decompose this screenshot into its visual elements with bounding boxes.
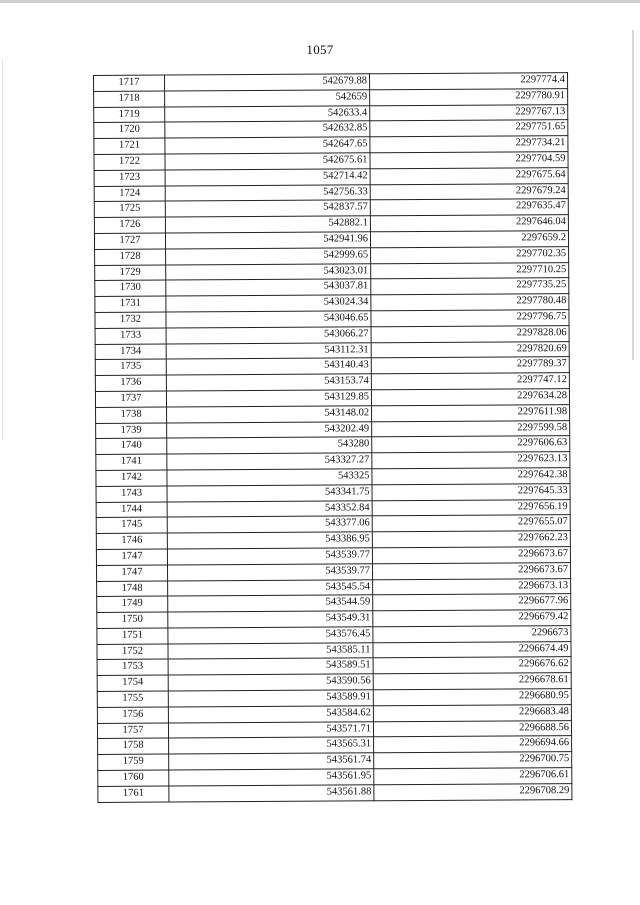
point-id-cell: 1729	[95, 265, 166, 281]
x-coordinate-cell: 543561.95	[169, 769, 374, 786]
point-id-cell: 1751	[97, 628, 168, 644]
y-coordinate-cell: 2297623.13	[372, 452, 570, 469]
x-coordinate-cell: 542632.85	[165, 121, 370, 138]
point-id-cell: 1749	[97, 596, 168, 612]
x-coordinate-cell: 543327.27	[167, 453, 372, 470]
x-coordinate-cell: 542999.65	[166, 248, 371, 265]
y-coordinate-cell: 2297655.07	[372, 515, 570, 532]
point-id-cell: 1722	[94, 154, 165, 170]
point-id-cell: 1757	[97, 723, 168, 739]
table-row	[98, 783, 572, 802]
y-coordinate-cell: 2297780.48	[371, 294, 569, 311]
point-id-cell: 1755	[97, 691, 168, 707]
point-id-cell: 1720	[94, 122, 165, 138]
x-coordinate-cell: 543549.31	[168, 611, 373, 628]
y-coordinate-cell: 2297642.38	[372, 468, 570, 485]
x-coordinate-cell: 543023.01	[166, 263, 371, 280]
x-coordinate-cell: 543545.54	[168, 579, 373, 596]
point-id-cell: 1753	[97, 660, 168, 676]
y-coordinate-cell: 2297774.4	[369, 73, 567, 90]
point-id-cell: 1737	[95, 391, 166, 407]
y-coordinate-cell: 2296679.42	[373, 610, 571, 627]
point-id-cell: 1733	[95, 328, 166, 344]
y-coordinate-cell: 2297656.19	[372, 499, 570, 516]
y-coordinate-cell: 2297645.33	[372, 483, 570, 500]
x-coordinate-cell: 543325	[167, 469, 372, 486]
y-coordinate-cell: 2296673.67	[372, 546, 570, 563]
point-id-cell: 1731	[95, 296, 166, 312]
y-coordinate-cell: 2296674.49	[373, 641, 571, 658]
y-coordinate-cell: 2297780.91	[370, 88, 568, 105]
x-coordinate-cell: 543576.45	[168, 627, 373, 644]
y-coordinate-cell: 2297606.63	[372, 436, 570, 453]
y-coordinate-cell: 2296706.61	[374, 768, 572, 785]
y-coordinate-cell: 2297704.59	[370, 152, 568, 169]
point-id-cell: 1752	[97, 644, 168, 660]
y-coordinate-cell: 2297662.23	[372, 531, 570, 548]
point-id-cell: 1728	[95, 249, 166, 265]
y-coordinate-cell: 2297635.47	[370, 199, 568, 216]
x-coordinate-cell: 542675.61	[165, 153, 370, 170]
point-id-cell: 1744	[96, 502, 167, 518]
x-coordinate-cell: 543112.31	[166, 342, 371, 359]
point-id-cell: 1732	[95, 312, 166, 328]
point-id-cell: 1761	[98, 786, 169, 802]
point-id-cell: 1719	[94, 107, 165, 123]
y-coordinate-cell: 2297702.35	[371, 246, 569, 263]
x-coordinate-cell: 542633.4	[165, 105, 370, 122]
y-coordinate-cell: 2297789.37	[371, 357, 569, 374]
y-coordinate-cell: 2297747.12	[371, 373, 569, 390]
point-id-cell: 1745	[96, 517, 167, 533]
x-coordinate-cell: 543584.62	[168, 706, 373, 723]
x-coordinate-cell: 543571.71	[168, 721, 373, 738]
y-coordinate-cell: 2296700.75	[374, 752, 572, 769]
page-number: 1057	[306, 42, 334, 57]
point-id-cell: 1754	[97, 675, 168, 691]
x-coordinate-cell: 542882.1	[165, 216, 370, 233]
x-coordinate-cell: 543565.31	[169, 737, 374, 754]
scan-border-left	[2, 60, 3, 440]
point-id-cell: 1743	[96, 486, 167, 502]
y-coordinate-cell: 2296683.48	[373, 704, 571, 721]
point-id-cell: 1742	[96, 470, 167, 486]
x-coordinate-cell: 543024.34	[166, 295, 371, 312]
y-coordinate-cell: 2297767.13	[370, 104, 568, 121]
x-coordinate-cell: 543386.95	[167, 532, 372, 549]
point-id-cell: 1740	[96, 438, 167, 454]
point-id-cell: 1741	[96, 454, 167, 470]
point-id-cell: 1760	[98, 770, 169, 786]
x-coordinate-cell: 543539.77	[167, 548, 372, 565]
y-coordinate-cell: 2297675.64	[370, 167, 568, 184]
x-coordinate-cell: 543589.51	[168, 658, 373, 675]
x-coordinate-cell: 542659	[165, 90, 370, 107]
y-coordinate-cell: 2297634.28	[371, 389, 569, 406]
point-id-cell: 1725	[94, 201, 165, 217]
point-id-cell: 1747	[96, 565, 167, 581]
x-coordinate-cell: 542837.57	[165, 200, 370, 217]
x-coordinate-cell: 543544.59	[168, 595, 373, 612]
x-coordinate-cell: 543046.65	[166, 311, 371, 328]
coordinate-table	[93, 72, 572, 803]
x-coordinate-cell: 543066.27	[166, 327, 371, 344]
point-id-cell: 1746	[96, 533, 167, 549]
y-coordinate-cell: 2297734.21	[370, 136, 568, 153]
point-id-cell: 1723	[94, 170, 165, 186]
x-coordinate-cell: 543377.06	[167, 516, 372, 533]
x-coordinate-cell: 543280	[167, 437, 372, 454]
point-id-cell: 1739	[96, 423, 167, 439]
y-coordinate-cell: 2296688.56	[373, 720, 571, 737]
y-coordinate-cell: 2297735.25	[371, 278, 569, 295]
y-coordinate-cell: 2296673.13	[373, 578, 571, 595]
x-coordinate-cell: 543129.85	[166, 390, 371, 407]
x-coordinate-cell: 543585.11	[168, 642, 373, 659]
scan-border-top	[0, 0, 640, 3]
y-coordinate-cell: 2296680.95	[373, 689, 571, 706]
x-coordinate-cell: 543539.77	[167, 564, 372, 581]
point-id-cell: 1756	[97, 707, 168, 723]
y-coordinate-cell: 2296677.96	[373, 594, 571, 611]
point-id-cell: 1738	[96, 407, 167, 423]
y-coordinate-cell: 2297820.69	[371, 341, 569, 358]
x-coordinate-cell: 543202.49	[167, 421, 372, 438]
coordinate-table-body	[94, 73, 572, 803]
scan-border-right	[632, 30, 634, 360]
y-coordinate-cell: 2296676.62	[373, 657, 571, 674]
x-coordinate-cell: 543561.74	[169, 753, 374, 770]
point-id-cell: 1748	[97, 581, 168, 597]
x-coordinate-cell: 542941.96	[165, 232, 370, 249]
point-id-cell: 1734	[95, 344, 166, 360]
point-id-cell: 1727	[94, 233, 165, 249]
y-coordinate-cell: 2296673.67	[372, 562, 570, 579]
point-id-cell: 1758	[98, 739, 169, 755]
y-coordinate-cell: 2297611.98	[372, 404, 570, 421]
x-coordinate-cell: 542756.33	[165, 184, 370, 201]
y-coordinate-cell: 2297599.58	[372, 420, 570, 437]
point-id-cell: 1747	[96, 549, 167, 565]
point-id-cell: 1718	[94, 91, 165, 107]
y-coordinate-cell: 2296708.29	[374, 783, 572, 800]
y-coordinate-cell: 2296678.61	[373, 673, 571, 690]
y-coordinate-cell: 2297828.06	[371, 325, 569, 342]
point-id-cell: 1736	[95, 375, 166, 391]
x-coordinate-cell: 542647.65	[165, 137, 370, 154]
point-id-cell: 1730	[95, 280, 166, 296]
x-coordinate-cell: 543140.43	[166, 358, 371, 375]
y-coordinate-cell: 2297796.75	[371, 310, 569, 327]
y-coordinate-cell: 2297659.2	[370, 231, 568, 248]
x-coordinate-cell: 543341.75	[167, 485, 372, 502]
point-id-cell: 1726	[94, 217, 165, 233]
y-coordinate-cell: 2297679.24	[370, 183, 568, 200]
y-coordinate-cell: 2297710.25	[371, 262, 569, 279]
x-coordinate-cell: 543590.56	[168, 674, 373, 691]
point-id-cell: 1717	[94, 75, 165, 91]
y-coordinate-cell: 2296673	[373, 625, 571, 642]
x-coordinate-cell: 542714.42	[165, 169, 370, 186]
y-coordinate-cell: 2296694.66	[374, 736, 572, 753]
x-coordinate-cell: 543561.88	[169, 785, 374, 802]
point-id-cell: 1759	[98, 754, 169, 770]
x-coordinate-cell: 543153.74	[166, 374, 371, 391]
x-coordinate-cell: 543352.84	[167, 500, 372, 517]
point-id-cell: 1721	[94, 138, 165, 154]
point-id-cell: 1735	[95, 359, 166, 375]
y-coordinate-cell: 2297751.65	[370, 120, 568, 137]
x-coordinate-cell: 543148.02	[167, 406, 372, 423]
x-coordinate-cell: 542679.88	[165, 74, 370, 91]
x-coordinate-cell: 543589.91	[168, 690, 373, 707]
point-id-cell: 1750	[97, 612, 168, 628]
x-coordinate-cell: 543037.81	[166, 279, 371, 296]
y-coordinate-cell: 2297646.04	[370, 215, 568, 232]
point-id-cell: 1724	[94, 186, 165, 202]
